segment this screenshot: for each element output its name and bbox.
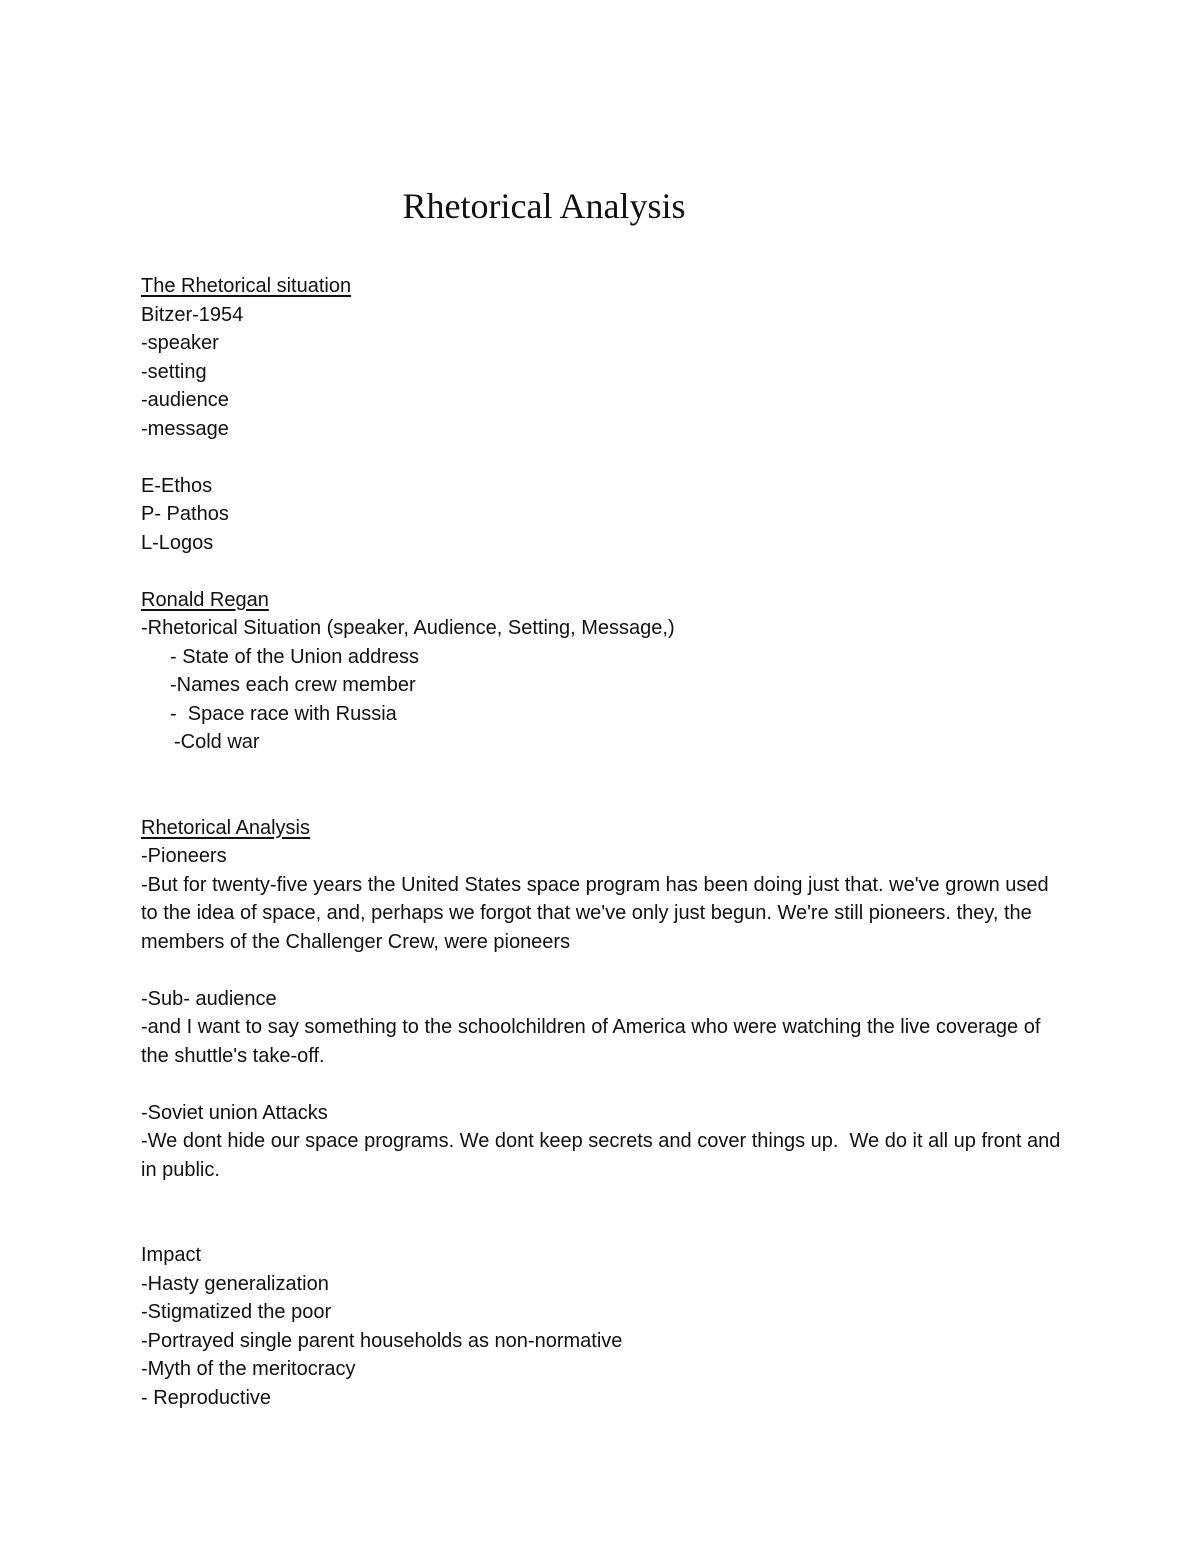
quote-paragraph: -and I want to say something to the schoolchildren of America who were watching the live coverage of the shuttle's take-off. xyxy=(141,1016,1046,1067)
list-item: Bitzer-1954 xyxy=(141,303,244,326)
spacer xyxy=(141,757,1061,814)
spacer xyxy=(141,1070,1061,1099)
list-item: P- Pathos xyxy=(141,503,229,525)
list-item: -Sub- audience xyxy=(141,987,277,1010)
quote-paragraph: -But for twenty-five years the United States space program has been doing just that. we've grown used to the idea of space, and, perhaps we forgot that we've only just begun. We're still pioneers. they, the members of the Challenger Crew, were pioneers xyxy=(141,873,1055,953)
list-item: -Soviet union Attacks xyxy=(141,1101,328,1124)
list-item: -setting xyxy=(141,360,207,383)
spacer xyxy=(141,443,1061,472)
document-body xyxy=(141,272,1066,1412)
list-item: -Hasty generalization xyxy=(141,1272,329,1295)
quote-paragraph: -We dont hide our space programs. We dont keep secrets and cover things up. We do it all up front and in public. xyxy=(141,1130,1066,1181)
list-item: -audience xyxy=(141,389,229,411)
list-item: -message xyxy=(141,417,229,440)
section-heading-rhetorical-analysis: Rhetorical Analysis xyxy=(141,816,310,839)
list-item: -Rhetorical Situation (speaker, Audience, Setting, Message,) xyxy=(141,617,675,639)
list-item: E-Ethos xyxy=(141,474,213,497)
section-heading-impact: Impact xyxy=(141,1244,202,1266)
section-heading-rhetorical-situation: The Rhetorical situation xyxy=(141,275,352,297)
list-item: - Reproductive xyxy=(141,1386,272,1409)
list-item: -Stigmatized the poor xyxy=(141,1301,332,1323)
sub-list-item: - Space race with Russia xyxy=(170,702,397,725)
list-item: L-Logos xyxy=(141,531,214,554)
list-item: -speaker xyxy=(141,332,219,354)
list-item: -Portrayed single parent households as non-normative xyxy=(141,1329,623,1352)
sub-list-item: -Cold war xyxy=(174,731,260,753)
spacer xyxy=(141,956,1061,985)
list-item: -Pioneers xyxy=(141,845,227,867)
document-title: Rhetorical Analysis xyxy=(402,186,686,226)
section-heading-ronald-regan: Ronald Regan xyxy=(141,588,269,611)
sub-list-item: -Names each crew member xyxy=(170,674,416,696)
spacer xyxy=(141,1184,1061,1241)
list-item: -Myth of the meritocracy xyxy=(141,1358,356,1380)
spacer xyxy=(141,557,1061,586)
sub-list-item: - State of the Union address xyxy=(170,645,420,668)
